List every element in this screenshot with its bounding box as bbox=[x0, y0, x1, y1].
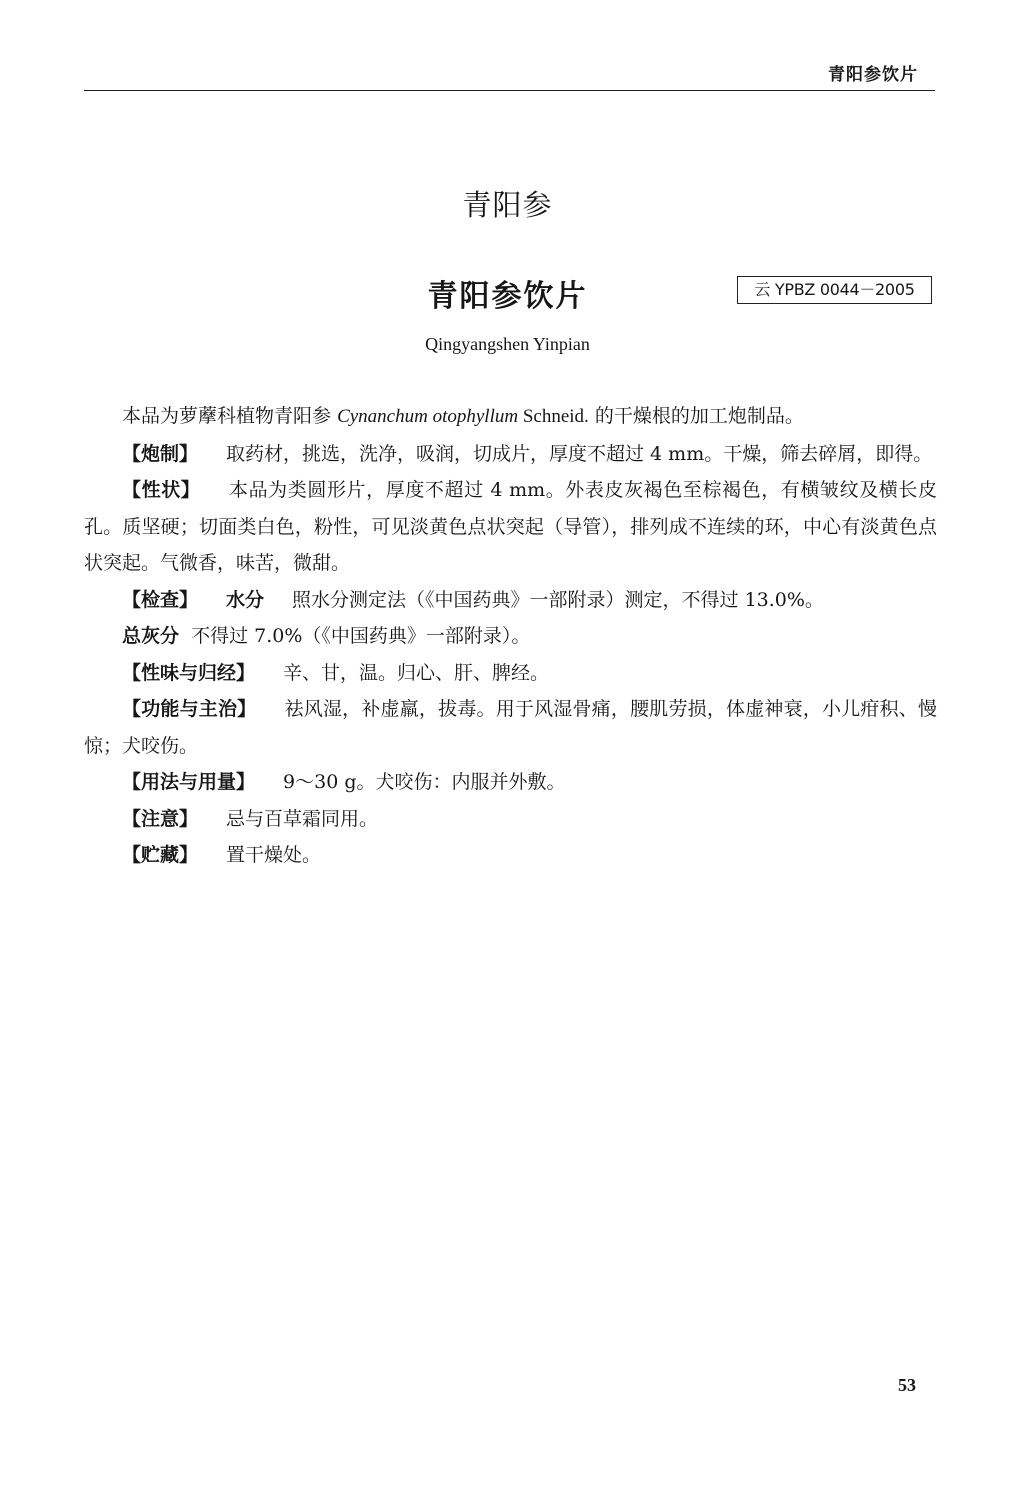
storage-label: 【贮藏】 bbox=[122, 844, 199, 866]
latin-author: Schneid. bbox=[522, 406, 589, 427]
description-text: 本品为类圆形片，厚度不超过 4 mm。外表皮灰褐色至棕褐色，有横皱纹及横长皮孔。质坚硬；切面类白色，粉性，可见淡黄色点状突起（导管），排列成不连续的环，中心有淡黄色点状突起。气微香，味苦，微甜。 bbox=[84, 479, 937, 574]
inspection-label: 【检查】 bbox=[122, 588, 199, 611]
page-number: 53 bbox=[898, 1375, 916, 1395]
processing-paragraph bbox=[84, 436, 937, 473]
running-head: 青阳参饮片 bbox=[828, 65, 918, 85]
header-rule bbox=[84, 90, 935, 91]
caution-paragraph bbox=[84, 801, 937, 838]
monograph-body bbox=[84, 398, 937, 874]
inspection-water-paragraph bbox=[84, 582, 937, 619]
standard-number-box: 云 YPBZ 0044－2005 bbox=[737, 276, 932, 304]
latin-name: Cynanchum otophyllum bbox=[337, 406, 519, 427]
usage-text: 9～30 g。犬咬伤：内服并外敷。 bbox=[283, 771, 566, 793]
intro-paragraph: 本品为萝藦科植物青阳参 Cynanchum otophyllum Schneid. 的干燥根的加工炮制品。 bbox=[122, 405, 804, 427]
nature-text: 辛、甘，温。归心、肝、脾经。 bbox=[283, 661, 550, 684]
caution-text: 忌与百草霜同用。 bbox=[226, 807, 379, 830]
storage-paragraph bbox=[84, 837, 937, 874]
page-title: 青阳参饮片 bbox=[427, 279, 588, 314]
usage-paragraph bbox=[84, 764, 937, 801]
nature-label: 【性味与归经】 bbox=[122, 661, 256, 684]
function-paragraph bbox=[84, 691, 937, 764]
usage-label: 【用法与用量】 bbox=[122, 771, 256, 793]
description-label: 【性状】 bbox=[122, 479, 201, 501]
water-label: 水分 bbox=[226, 588, 265, 611]
section-title: 青阳参 bbox=[462, 188, 553, 222]
function-label: 【功能与主治】 bbox=[122, 698, 257, 720]
inspection-ash-paragraph bbox=[84, 618, 937, 655]
water-text: 照水分测定法（《中国药典》一部附录）测定，不得过 13.0%。 bbox=[292, 588, 824, 611]
ash-label: 总灰分 bbox=[122, 625, 180, 647]
processing-label: 【炮制】 bbox=[122, 442, 199, 465]
storage-text: 置干燥处。 bbox=[226, 844, 322, 866]
nature-paragraph bbox=[84, 655, 937, 692]
ash-text: 不得过 7.0%（《中国药典》一部附录）。 bbox=[191, 625, 531, 647]
description-paragraph bbox=[84, 472, 937, 582]
pinyin-title: Qingyangshen Yinpian bbox=[425, 334, 590, 354]
function-text: 祛风湿，补虚羸，拔毒。用于风湿骨痛，腰肌劳损，体虚神衰，小儿疳积、慢惊；犬咬伤。 bbox=[84, 698, 937, 757]
processing-text: 取药材，挑选，洗净，吸润，切成片，厚度不超过 4 mm。干燥，筛去碎屑，即得。 bbox=[226, 442, 933, 465]
caution-label: 【注意】 bbox=[122, 807, 199, 830]
